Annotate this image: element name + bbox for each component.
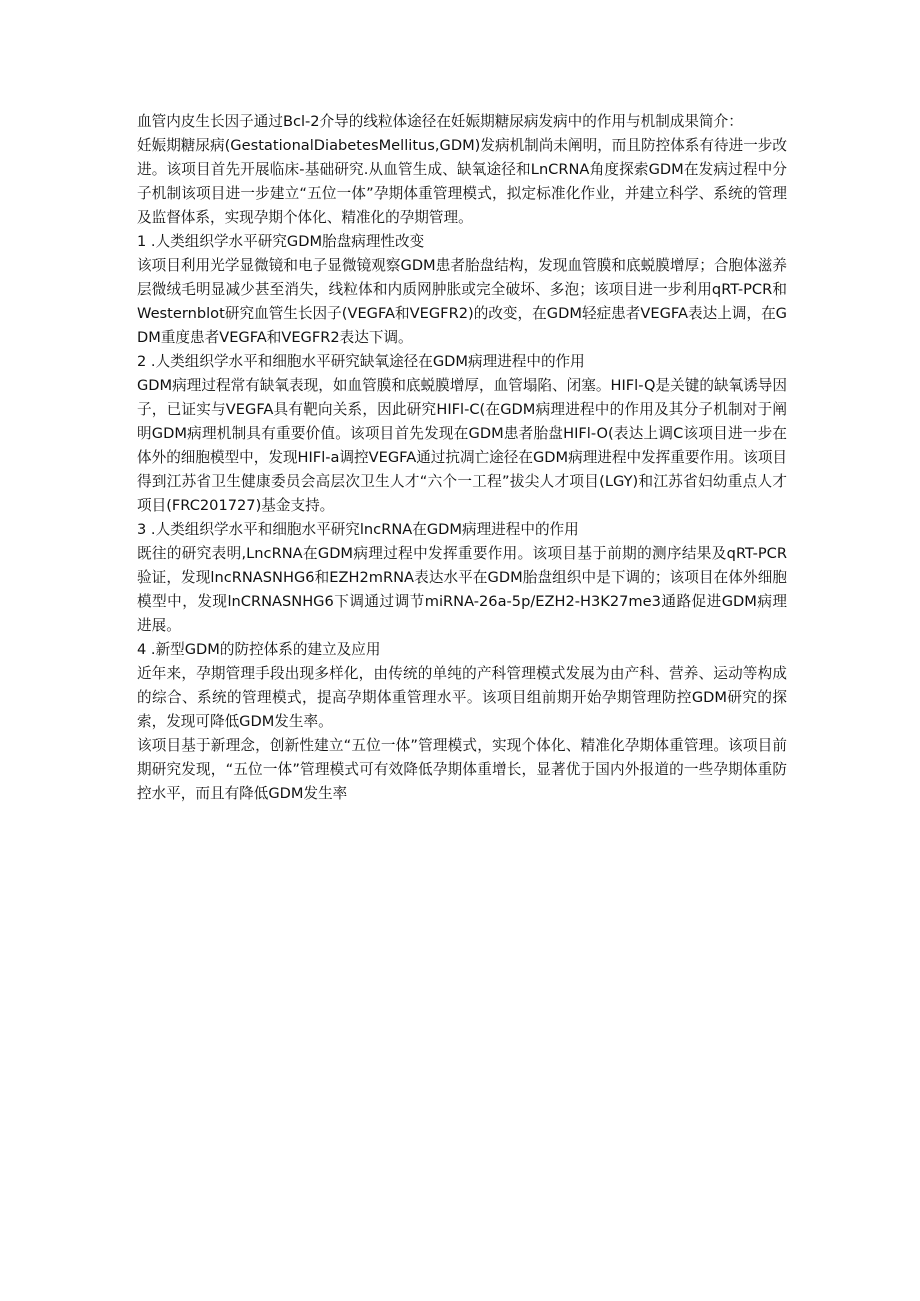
section-2-paragraph: GDM病理过程常有缺氧表现，如血管膜和底蜕膜增厚，血管塌陷、闭塞。HIFl-Q是关键的缺氧诱导因子，已证实与VEGFA具有靶向关系，因此研究HIFl-C(在GDM病理进程中的作用及其分子机制对于阐明GDM病理机制具有重要价值。该项目首先发现在GDM患者胎盘HIFl-O(表达上调C该项目进一步在体外的细胞模型中，发现HIFl-a调控VEGFA通过抗凋亡途径在GDM病理进程中发挥重要作用。该项目得到江苏省卫生健康委员会高层次卫生人才“六个一工程”拔尖人才项目(LGY)和江苏省妇幼重点人才项目(FRC201727)基金支持。: [137, 377, 788, 514]
section-4-paragraph-2: 该项目基于新理念，创新性建立“五位一体”管理模式，实现个体化、精准化孕期体重管理。该项目前期研究发现，“五位一体”管理模式可有效降低孕期体重增长，显著优于国内外报道的一些孕期体重防控水平，而且有降低GDM发生率: [137, 737, 787, 802]
section-4-heading: 4 .新型GDM的防控体系的建立及应用: [137, 641, 381, 658]
section-1-heading: 1 .人类组织学水平研究GDM胎盘病理性改变: [137, 233, 425, 250]
document-page: [137, 110, 787, 806]
intro-title: 血管内皮生长因子通过Bcl-2介导的线粒体途径在妊娠期糖尿病发病中的作用与机制成果简介：: [137, 113, 743, 130]
section-3-paragraph: 既往的研究表明,LncRNA在GDM病理过程中发挥重要作用。该项目基于前期的测序结果及qRT-PCR验证，发现lncRNASNHG6和EZH2mRNA表达水平在GDM胎盘组织中是下调的；该项目在体外细胞模型中，发现lnCRNASNHG6下调通过调节miRNA-26a-5p∕EZH2-H3K27me3通路促进GDM病理进展。: [137, 545, 787, 634]
section-2-heading: 2 .人类组织学水平和细胞水平研究缺氧途径在GDM病理进程中的作用: [137, 353, 585, 370]
section-1-paragraph: 该项目利用光学显微镜和电子显微镜观察GDM患者胎盘结构，发现血管膜和底蜕膜增厚；合胞体滋养层微绒毛明显减少甚至消失，线粒体和内质网肿胀或完全破坏、多泡；该项目进一步利用qRT-PCR和Westernblot研究血管生长因子(VEGFA和VEGFR2)的改变，在GDM轻症患者VEGFA表达上调，在GDM重度患者VEGFA和VEGFR2表达下调。: [137, 257, 787, 346]
intro-paragraph: 妊娠期糖尿病(GestationalDiabetesMellitus,GDM)发病机制尚未阐明，而且防控体系有待进一步改进。该项目首先开展临床-基础研究.从血管生成、缺氧途径和LnCRNA角度探索GDM在发病过程中分子机制该项目进一步建立“五位一体”孕期体重管理模式，拟定标准化作业，并建立科学、系统的管理及监督体系，实现孕期个体化、精准化的孕期管理。: [137, 137, 787, 226]
section-4-paragraph-1: 近年来，孕期管理手段出现多样化，由传统的单纯的产科管理模式发展为由产科、营养、运动等构成的综合、系统的管理模式，提高孕期体重管理水平。该项目组前期开始孕期管理防控GDM研究的探索，发现可降低GDM发生率。: [137, 665, 787, 730]
section-3-heading: 3 .人类组织学水平和细胞水平研究lncRNA在GDM病理进程中的作用: [137, 521, 579, 538]
